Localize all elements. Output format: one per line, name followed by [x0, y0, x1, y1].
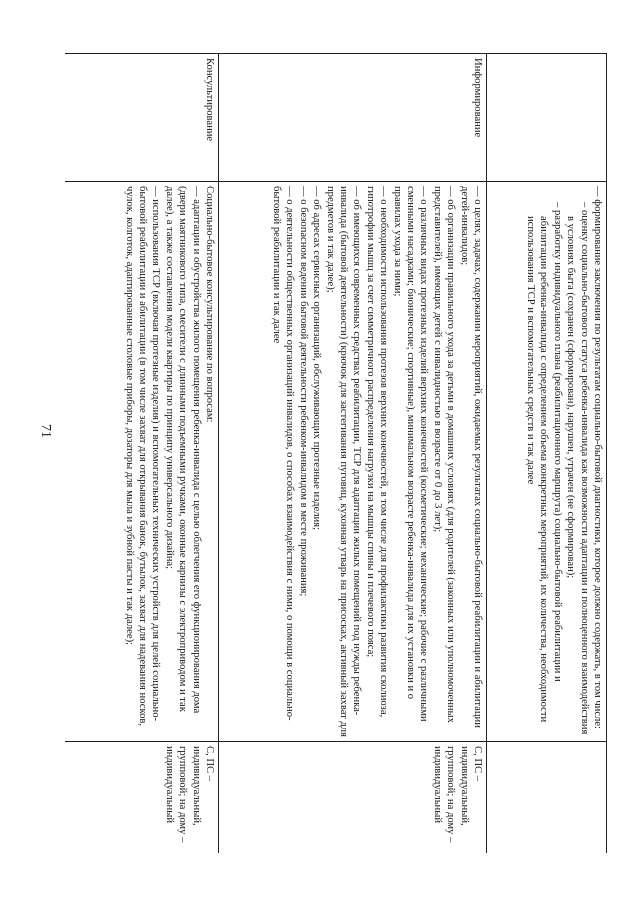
rehabilitation-table	[65, 53, 607, 853]
content-line: — о целях, задачах, содержании мероприятий, ожидаемых результатах социально-бытовой реабилитации и абилитации детей-инвалидов;	[458, 186, 483, 728]
content-line: — адаптации и обустройства жилого помещения ребенка-инвалида с целью облегчения его функционирования дома (двери маятникового типа, смесители с длинными подъемными ручками, оконные карнизы с электроприводом и так далее), а также составления модели квартиры по принципу универсального дизайна;	[163, 186, 202, 714]
content-line: – оценку социально-бытового статуса ребенка-инвалида как возможности адаптации и полноценного взаимодействия в условиях быта (сохранен (сформирован), нарушен, утрачен (не сформирован);	[565, 202, 590, 735]
table-row	[487, 54, 607, 854]
table-row	[219, 54, 487, 854]
activity-name-cell	[487, 54, 607, 182]
activity-name-cell: Консультирование	[65, 54, 219, 182]
content-line: — использования ТСР (включая протезные изделия) и вспомогательных технических устройств для целей социально-бытовой реабилитации и абилитации (в том числе захват для открывания банок, бутылок, захват для надевания носков, чулок, колготок, адаптированные столовые приборы, дозаторы для мыла и зубной пасты и так далее);	[123, 186, 162, 727]
form-cell	[487, 742, 607, 854]
content-line: – разработку индивидуального плана (реабилитационного маршрута) социально-бытовой реабилитации и абилитации ребенка-инвалида с определением объема конкретных мероприятий, их количества, необходимости использования ТСР и вспомогательных средств и так далее	[524, 202, 563, 723]
form-cell: С, ПС – индивидуальный, групповой; на дому – индивидуальный	[65, 742, 219, 854]
content-line: — о различных видах протезных изделий верхних конечностей (косметические; механические; рабочие с различными сменными насадками; бионические; спортивные), минимальном возрасте ребенка-инвалида для их установки и о правилах ухода за ними;	[391, 186, 430, 722]
content-line: — об организации правильного ухода за детьми в домашних условиях (для родителей (законных или уполномоченных представителей), имеющих детей с инвалидностью в возрасте от 0 до 3 лет);	[431, 186, 457, 723]
content-line: — о деятельности общественных организаций инвалидов, о способах взаимодействия с ними, о помощи в социально-бытовой реабилитации и так далее	[270, 186, 296, 721]
activity-content-cell	[219, 182, 487, 742]
rotated-page-frame	[65, 53, 607, 853]
content-line: Социально-бытовое консультирование по вопросам:	[204, 186, 215, 423]
rotated-table-sheet	[65, 53, 607, 853]
activity-name-cell: Информирование	[219, 54, 487, 182]
form-cell: С, ПС – индивидуальный, групповой; на дому – индивидуальный	[219, 742, 487, 854]
content-line: — формирование заключения по результатам социально-бытовой диагностики, которое должно содержать, в том числе:	[592, 186, 603, 729]
content-line: — о безопасном ведении бытовой деятельности ребенком-инвалидом в месте проживания;	[297, 186, 309, 597]
content-line: — о необходимости использования протезов верхних конечностей, в том числе для профилактики развития сколиоза, гипотрофии мышц за счет симметричного распределения нагрузки на мышцы спины и плечевого пояса;	[364, 186, 390, 718]
content-line: — об имеющихся современных средствах реабилитации, ТСР для адаптации жилых помещений под нужды ребенка-инвалида (бытовой деятельности) (крючок для застегивания пуговиц, кухонная утварь на присосках, активный захват для предметов и так далее);	[324, 186, 363, 737]
content-line: — об адресах сервисных организаций, обслуживающих протезные изделия;	[311, 186, 323, 531]
activity-content-cell	[65, 182, 219, 742]
activity-content-cell	[487, 182, 607, 742]
page-number: 71	[38, 424, 53, 438]
table-row	[65, 54, 219, 854]
